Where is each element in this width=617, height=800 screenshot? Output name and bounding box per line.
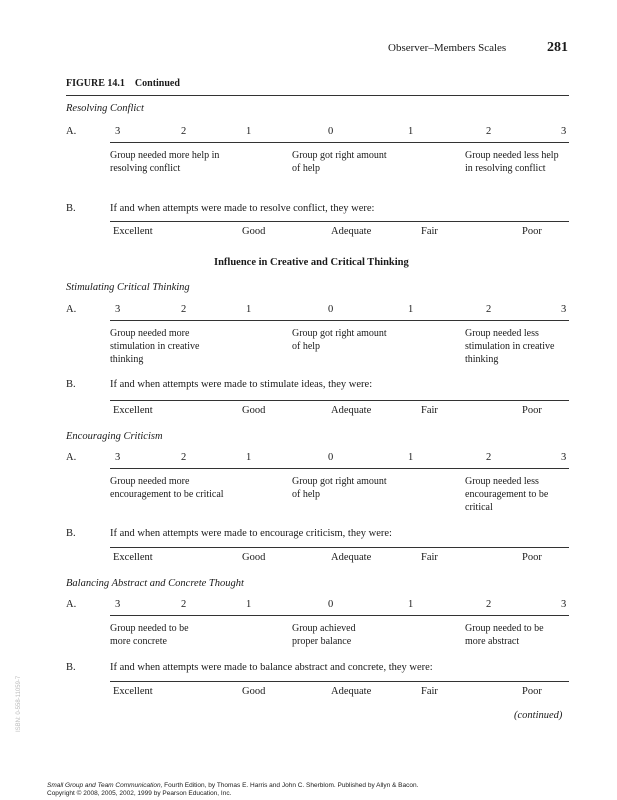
scale-number: 1	[408, 452, 414, 463]
rating-fair: Fair	[421, 686, 438, 697]
scale-number: 1	[408, 599, 414, 610]
scale-desc-middle: Group got right amount of help	[292, 476, 387, 500]
scale-desc-left: Group needed more encouragement to be critical	[110, 476, 224, 500]
scale-number: 1	[408, 304, 414, 315]
isbn-watermark: ISBN: 0-558-11059-7	[16, 675, 22, 732]
scale-number: 3	[115, 452, 121, 463]
scale-desc-right: Group needed less help in resolving conflict	[465, 150, 559, 174]
scale-desc-right: Group needed to be more abstract	[465, 623, 544, 647]
rating-adequate: Adequate	[331, 552, 372, 563]
scale-number: 1	[246, 452, 252, 463]
rating-adequate: Adequate	[331, 686, 372, 697]
rating-fair: Fair	[421, 226, 438, 237]
rating-adequate: Adequate	[331, 226, 372, 237]
item-b-label: B.	[66, 379, 76, 390]
item-b-question: If and when attempts were made to resolve conflict, they were:	[110, 203, 375, 214]
rating-excellent: Excellent	[113, 405, 153, 416]
scale-number: 1	[408, 126, 414, 137]
section-title: Stimulating Critical Thinking	[66, 282, 190, 293]
page-number: 281	[547, 40, 568, 55]
item-b-question: If and when attempts were made to balance abstract and concrete, they were:	[110, 662, 433, 673]
scale-desc-middle: Group got right amount of help	[292, 150, 387, 174]
rating-poor: Poor	[522, 226, 542, 237]
scale-number: 1	[246, 304, 252, 315]
scale-number: 3	[115, 126, 121, 137]
scale-number: 2	[181, 599, 187, 610]
continued-note: (continued)	[514, 710, 563, 721]
scale-number: 0	[328, 304, 334, 315]
scale-desc-middle: Group achieved proper balance	[292, 623, 356, 647]
rating-excellent: Excellent	[113, 686, 153, 697]
rating-line	[110, 400, 569, 401]
rating-fair: Fair	[421, 405, 438, 416]
rating-excellent: Excellent	[113, 552, 153, 563]
item-a-label: A.	[66, 599, 77, 610]
rating-poor: Poor	[522, 552, 542, 563]
scale-number: 3	[115, 304, 121, 315]
scale-line	[110, 320, 569, 321]
scale-number: 3	[561, 452, 567, 463]
figure-suffix: Continued	[134, 78, 180, 89]
rating-good: Good	[242, 405, 266, 416]
item-a-label: A.	[66, 126, 77, 137]
footer-publisher: Fourth Edition, by Thomas E. Harris and John C. Sherblom. Published by Allyn & Bacon.	[162, 782, 419, 789]
scale-desc-left: Group needed to be more concrete	[110, 623, 189, 647]
footer-book-title: Small Group and Team Communication,	[47, 782, 163, 789]
section-title: Balancing Abstract and Concrete Thought	[66, 578, 244, 589]
footer-credit	[47, 782, 418, 790]
scale-number: 0	[328, 452, 334, 463]
rating-poor: Poor	[522, 686, 542, 697]
item-b-question: If and when attempts were made to encourage criticism, they were:	[110, 528, 392, 539]
subheading: Influence in Creative and Critical Thinking	[214, 257, 409, 268]
item-a-label: A.	[66, 452, 77, 463]
scale-number: 0	[328, 599, 334, 610]
scale-number: 3	[115, 599, 121, 610]
rating-adequate: Adequate	[331, 405, 372, 416]
rating-excellent: Excellent	[113, 226, 153, 237]
section-title: Encouraging Criticism	[66, 431, 163, 442]
rating-poor: Poor	[522, 405, 542, 416]
scale-number: 2	[486, 452, 492, 463]
scale-number: 0	[328, 126, 334, 137]
rating-good: Good	[242, 226, 266, 237]
scale-number: 2	[486, 304, 492, 315]
rating-fair: Fair	[421, 552, 438, 563]
scale-number: 2	[181, 304, 187, 315]
scale-number: 3	[561, 599, 567, 610]
scale-desc-left: Group needed more stimulation in creative thinking	[110, 328, 200, 365]
item-b-question: If and when attempts were made to stimulate ideas, they were:	[110, 379, 373, 390]
item-b-label: B.	[66, 528, 76, 539]
scale-number: 2	[181, 126, 187, 137]
item-b-label: B.	[66, 662, 76, 673]
scale-number: 3	[561, 126, 567, 137]
divider	[66, 95, 569, 96]
scale-desc-left: Group needed more help in resolving conflict	[110, 150, 220, 174]
scale-number: 2	[181, 452, 187, 463]
rating-line	[110, 681, 569, 682]
item-a-label: A.	[66, 304, 77, 315]
running-head: Observer–Members Scales	[388, 42, 507, 54]
scale-number: 1	[246, 126, 252, 137]
figure-caption	[66, 78, 180, 89]
scale-number: 1	[246, 599, 252, 610]
rating-good: Good	[242, 552, 266, 563]
item-b-label: B.	[66, 203, 76, 214]
scale-number: 2	[486, 599, 492, 610]
scale-number: 3	[561, 304, 567, 315]
scale-desc-right: Group needed less stimulation in creative thinking	[465, 328, 555, 365]
scale-line	[110, 615, 569, 616]
scale-desc-right: Group needed less encouragement to be critical	[465, 476, 549, 513]
figure-label: FIGURE 14.1	[66, 78, 125, 89]
scale-line	[110, 468, 569, 469]
rating-good: Good	[242, 686, 266, 697]
section-title: Resolving Conflict	[66, 103, 144, 114]
scale-number: 2	[486, 126, 492, 137]
rating-line	[110, 221, 569, 222]
rating-line	[110, 547, 569, 548]
scale-desc-middle: Group got right amount of help	[292, 328, 387, 352]
scale-line	[110, 142, 569, 143]
footer-copyright: Copyright © 2008, 2005, 2002, 1999 by Pearson Education, Inc.	[47, 790, 232, 797]
